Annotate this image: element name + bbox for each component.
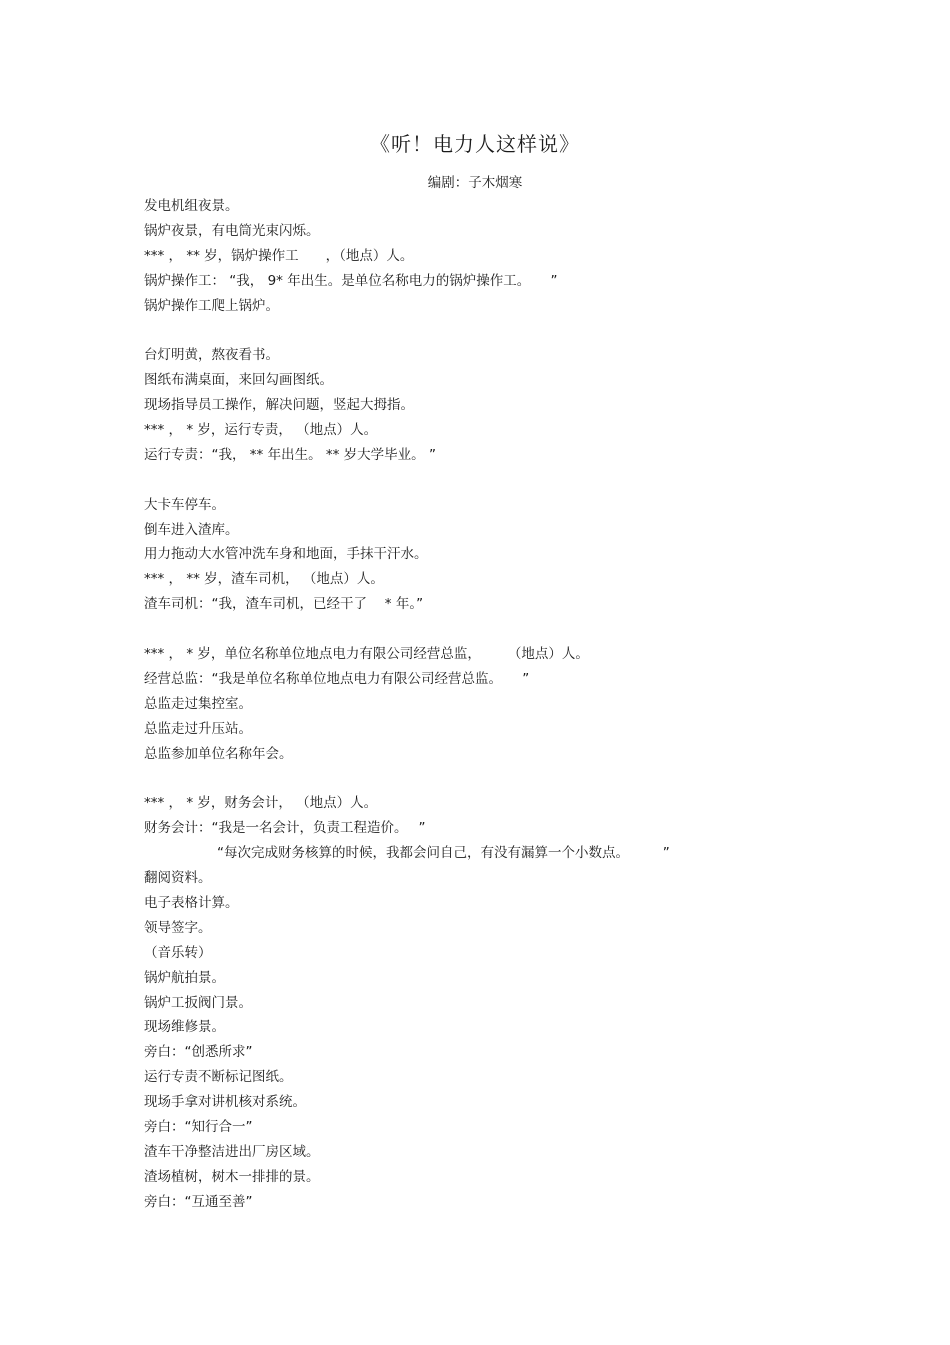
script-line: 发电机组夜景。 bbox=[144, 198, 239, 214]
script-line: 运行专责：“我， ** 年出生。 ** 岁大学毕业。 ” bbox=[144, 446, 436, 463]
script-body bbox=[144, 194, 844, 1215]
script-line: 旁白：“知行合一” bbox=[144, 1118, 253, 1135]
blank-line bbox=[144, 318, 844, 343]
script-line: *** ， * 岁，单位名称单位地点电力有限公司经营总监， （地点）人。 bbox=[144, 646, 589, 663]
script-author: 编剧：子木烟寒 bbox=[427, 175, 523, 191]
blank-line bbox=[144, 766, 844, 791]
script-line: 总监走过升压站。 bbox=[144, 720, 252, 737]
script-line: 台灯明黄，熬夜看书。 bbox=[144, 347, 279, 364]
script-line: 领导签字。 bbox=[144, 919, 212, 936]
script-line: 渣车干净整洁进出厂房区域。 bbox=[144, 1143, 320, 1160]
script-line: 锅炉操作工： “我， 9* 年出生。是单位名称电力的锅炉操作工。 ” bbox=[144, 272, 558, 289]
script-line: *** ， ** 岁，锅炉操作工 ，（地点）人。 bbox=[144, 247, 414, 264]
script-line: 倒车进入渣库。 bbox=[144, 521, 239, 538]
script-line: 电子表格计算。 bbox=[144, 894, 239, 911]
script-line: 锅炉航拍景。 bbox=[144, 969, 225, 986]
script-line: 锅炉夜景，有电筒光束闪烁。 bbox=[144, 222, 320, 239]
script-line: 总监走过集控室。 bbox=[144, 695, 252, 712]
script-line: 财务会计：“我是一名会计，负责工程造价。 ” bbox=[144, 820, 426, 837]
script-line: 锅炉工扳阀门景。 bbox=[144, 994, 252, 1011]
script-line: 翻阅资料。 bbox=[144, 870, 212, 887]
script-line: 旁白：“创悉所求” bbox=[144, 1044, 253, 1061]
script-line: *** ， * 岁，财务会计， （地点）人。 bbox=[144, 795, 378, 812]
script-line: 总监参加单位名称年会。 bbox=[144, 745, 293, 762]
script-line: “每次完成财务核算的时候，我都会问自己，有没有漏算一个小数点。 ” bbox=[217, 845, 670, 862]
script-line: 图纸布满桌面，来回勾画图纸。 bbox=[144, 372, 333, 389]
script-line: 大卡车停车。 bbox=[144, 496, 225, 513]
script-line: 现场维修景。 bbox=[144, 1019, 225, 1036]
script-line: 用力拖动大水管冲洗车身和地面，手抹干汗水。 bbox=[144, 546, 428, 563]
script-line: *** ， ** 岁，渣车司机， （地点）人。 bbox=[144, 571, 384, 588]
script-line: 现场手拿对讲机核对系统。 bbox=[144, 1094, 306, 1111]
script-line: 运行专责不断标记图纸。 bbox=[144, 1069, 293, 1086]
blank-line bbox=[144, 617, 844, 642]
script-title: 《听！电力人这样说》 bbox=[370, 132, 580, 156]
script-line: （音乐转） bbox=[144, 944, 212, 961]
script-line: 经营总监：“我是单位名称单位地点电力有限公司经营总监。 ” bbox=[144, 670, 530, 687]
script-line: 渣场植树，树木一排排的景。 bbox=[144, 1168, 320, 1185]
script-line: 锅炉操作工爬上锅炉。 bbox=[144, 297, 279, 314]
script-line: 现场指导员工操作，解决问题，竖起大拇指。 bbox=[144, 397, 414, 414]
blank-line bbox=[144, 468, 844, 493]
script-line: *** ， * 岁，运行专责， （地点）人。 bbox=[144, 422, 378, 439]
script-line: 旁白：“互通至善” bbox=[144, 1193, 253, 1210]
script-line: 渣车司机：“我，渣车司机，已经干了 * 年。” bbox=[144, 596, 424, 613]
